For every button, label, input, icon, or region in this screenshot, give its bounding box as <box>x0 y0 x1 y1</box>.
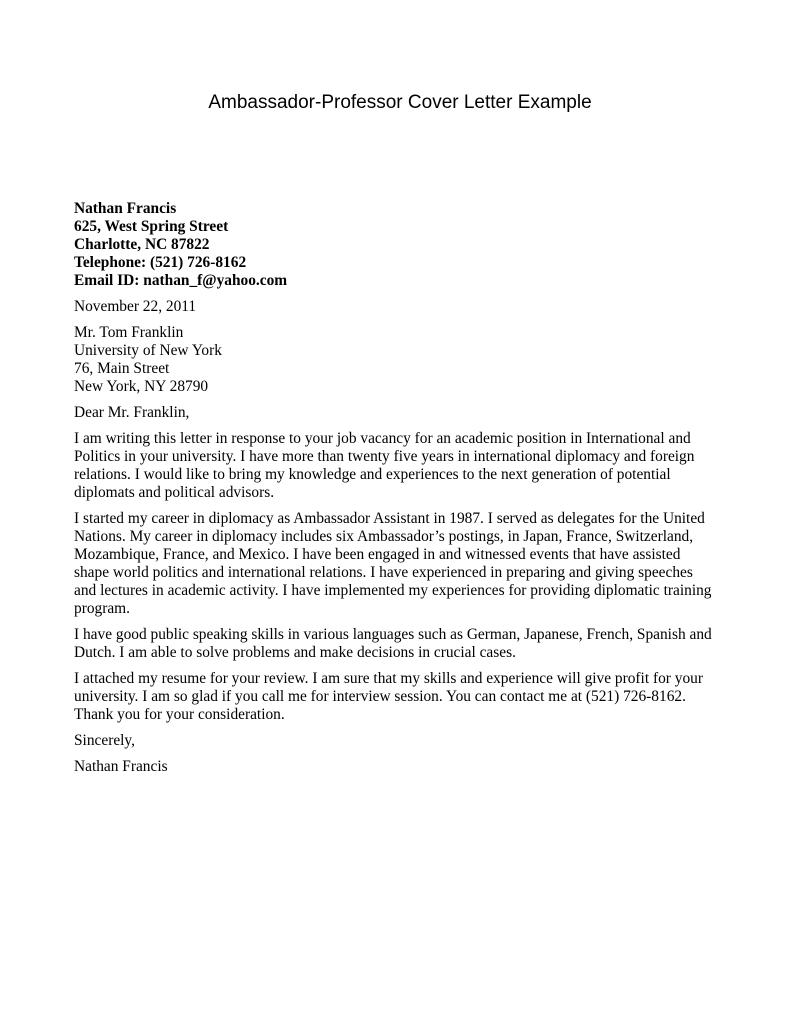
paragraph-line: I started my career in diplomacy as Ambassador Assistant in 1987. I served as delegates for the United <box>74 510 705 527</box>
sender-email: Email ID: nathan_f@yahoo.com <box>74 272 288 289</box>
recipient-block <box>74 324 734 396</box>
letter-date: November 22, 2011 <box>74 298 197 315</box>
paragraph-line: I attached my resume for your review. I am sure that my skills and experience will give profit for your <box>74 670 703 687</box>
sender-telephone: Telephone: (521) 726-8162 <box>74 254 247 271</box>
signature: Nathan Francis <box>74 758 168 775</box>
body-paragraph <box>74 670 734 724</box>
paragraph-line: shape world politics and international relations. I have experienced in preparing and giving speeches <box>74 564 693 581</box>
sender-city: Charlotte, NC 87822 <box>74 236 210 253</box>
sender-street: 625, West Spring Street <box>74 218 229 235</box>
paragraph-line: Mozambique, France, and Mexico. I have been engaged in and witnessed events that have assisted <box>74 546 681 563</box>
paragraph-line: program. <box>74 600 130 617</box>
paragraph-line: university. I am so glad if you call me for interview session. You can contact me at (521) 726-8162. <box>74 688 686 705</box>
recipient-street: 76, Main Street <box>74 360 170 377</box>
paragraph-line: I am writing this letter in response to your job vacancy for an academic position in International and <box>74 430 691 447</box>
paragraph-line: Politics in your university. I have more than twenty five years in international diplomacy and foreign <box>74 448 695 465</box>
body-paragraph <box>74 626 734 662</box>
page-title: Ambassador-Professor Cover Letter Example <box>208 92 592 113</box>
paragraph-line: Nations. My career in diplomacy includes six Ambassador’s postings, in Japan, France, Switzerland, <box>74 528 694 545</box>
recipient-city: New York, NY 28790 <box>74 378 209 395</box>
body-paragraph <box>74 430 734 502</box>
salutation: Dear Mr. Franklin, <box>74 404 190 421</box>
paragraph-line: diplomats and political advisors. <box>74 484 275 501</box>
recipient-name: Mr. Tom Franklin <box>74 324 184 341</box>
letter-body <box>74 200 734 776</box>
paragraph-line: relations. I would like to bring my knowledge and experiences to the next generation of potential <box>74 466 671 483</box>
sender-name: Nathan Francis <box>74 200 177 217</box>
paragraph-line: Thank you for your consideration. <box>74 706 285 723</box>
paragraph-line: Dutch. I am able to solve problems and make decisions in crucial cases. <box>74 644 516 661</box>
body-paragraph <box>74 510 734 618</box>
closing: Sincerely, <box>74 732 135 749</box>
paragraph-line: and lectures in academic activity. I have implemented my experiences for providing diplomatic training <box>74 582 712 599</box>
paragraph-line: I have good public speaking skills in various languages such as German, Japanese, French, Spanish and <box>74 626 712 643</box>
sender-block <box>74 200 734 290</box>
recipient-organization: University of New York <box>74 342 222 359</box>
